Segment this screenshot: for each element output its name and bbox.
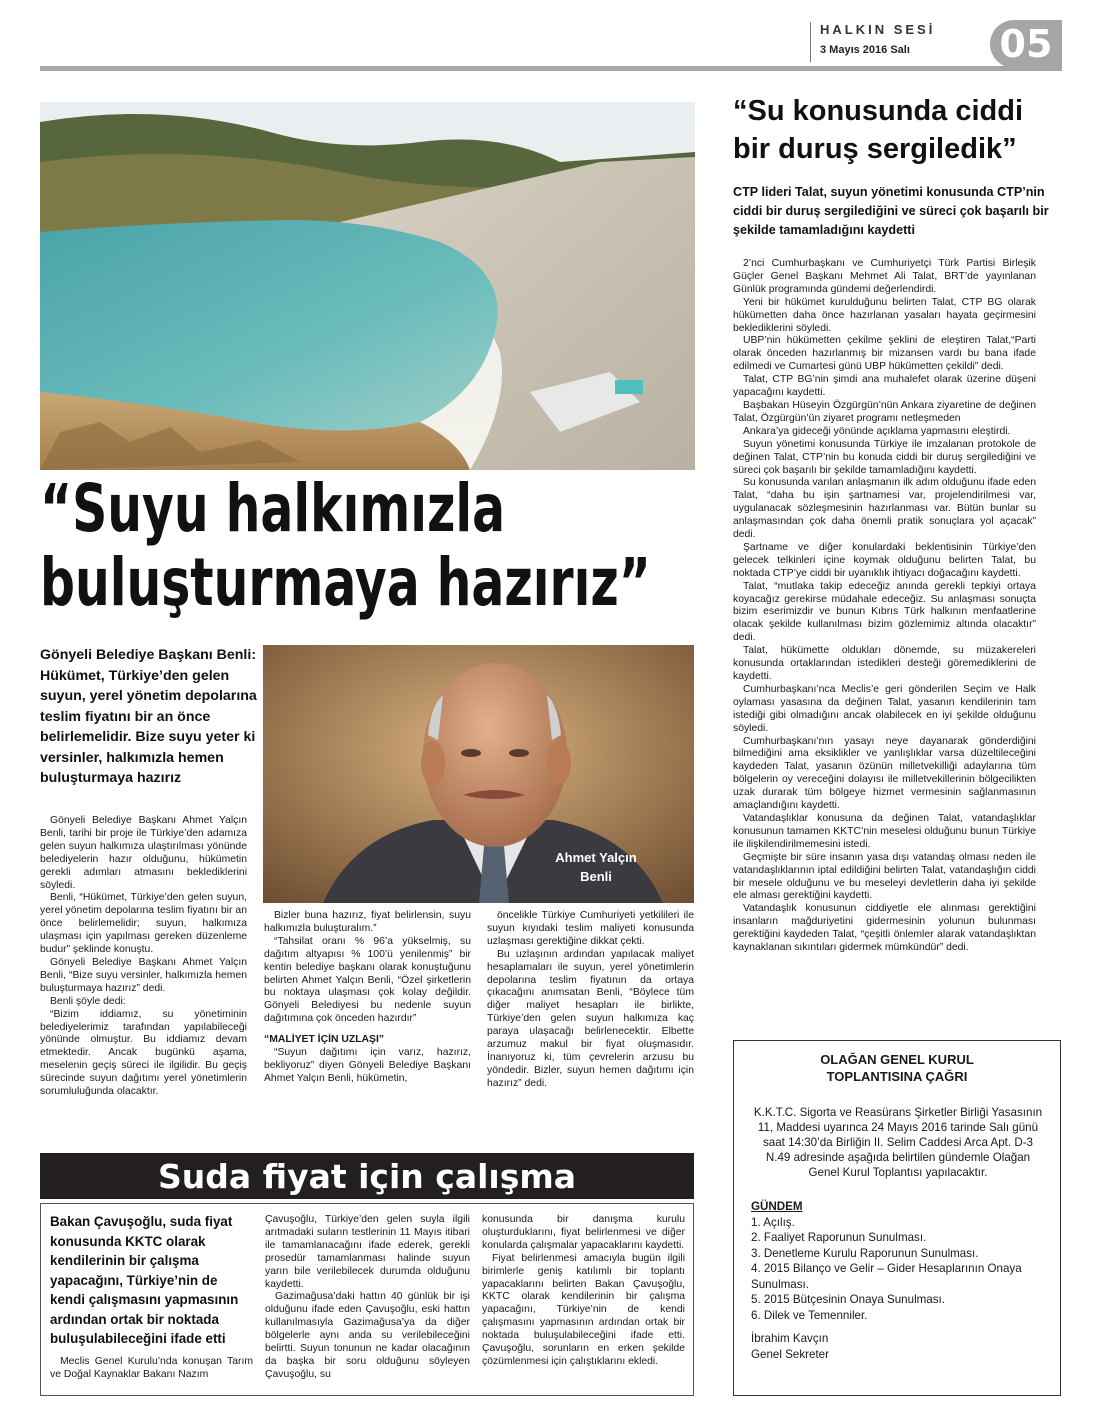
- article-subheading: “MALİYET İÇİN UZLAŞI”: [264, 1034, 385, 1046]
- notice-title-line2: TOPLANTISINA ÇAĞRI: [826, 1069, 968, 1084]
- agenda-item: 5. 2015 Bütçesinin Onaya Sunulması.: [751, 1293, 945, 1306]
- main-article-column-2: [264, 910, 471, 1086]
- signer-title: Genel Sekreter: [751, 1347, 829, 1361]
- portrait-caption-line1: Ahmet Yalçın: [555, 850, 637, 865]
- main-deck: Gönyeli Belediye Başkanı Benli: Hükümet, Türkiye’den gelen suyun, yerel yönetim depolarına teslim fiyatını bir an önce belirlemelidir. Bize suyu yeter ki versinler, halkımızla hemen buluşturmaya hazırız: [40, 647, 257, 786]
- paragraph: Gönyeli Belediye Başkanı Ahmet Yalçın Benli, “Bize suyu versinler, halkımızla hemen buluşturmaya hazırız” dedi.: [40, 956, 247, 994]
- main-article-column-3: [487, 910, 694, 1091]
- main-headline-line1: “Suyu halkımızla: [40, 470, 506, 547]
- notice-text: K.K.T.C. Sigorta ve Reasürans Şirketler Birliği Yasasının 11, Maddesi uyarınca 24 Mayıs 2016 tarinde Salı günü saat 14:30’da Birliğin II. Selim Caddesi Arca Apt. D-3 N.49 adresinde aşağıda belirtilen gündemle Olağan Genel Kurul Toplantısı yapılacaktır.: [753, 1106, 1043, 1179]
- notice-agenda: [751, 1199, 1051, 1323]
- dam-reservoir-photo: [40, 102, 695, 470]
- bottom-deck: Bakan Çavuşoğlu, suda fiyat konusunda KKTC olarak kendilerinin bir çalışma yapacağını, Türkiye’nin de kendi çalışmasını yapmasının ardından ortak bir noktada buluşulabileceğini ifade etti: [50, 1214, 239, 1346]
- paragraph: Vatandaşlıklar konusuna da değinen Talat, vatandaşlıklar konusunun tamamen KKTC’nin meselesi olduğunu bunun Türkiye ile ilişkilendirilmemesini istedi.: [733, 812, 1036, 850]
- notice-signature: [751, 1331, 829, 1362]
- paragraph: Talat, CTP BG’nin şimdi ana muhalefet olarak üzerine düşeni yapacağını kaydetti.: [733, 374, 1036, 399]
- agenda-item: 2. Faaliyet Raporunun Sunulması.: [751, 1231, 927, 1244]
- agenda-heading: GÜNDEM: [751, 1200, 803, 1213]
- dam-illustration: [40, 102, 695, 470]
- paragraph: UBP’nin hükümetten çekilme şeklini de eleştiren Talat,“Parti olarak önceden hazırlanmış bir mizansen vardı bu bana ifade edilmedi ve Cumartesi günü UBP hükümetten çekildi” dedi.: [733, 335, 1036, 373]
- paragraph: Bu uzlaşının ardından yapılacak maliyet hesaplamaları ile suyun, yerel yönetimlerin depolarına teslim fiyatının da ortaya çıkacağını anımsatan Benli, “Böylece tüm diğer maliyet hesapları ile birlikte, Türkiye’den gelen suyun halkımıza kaç paraya ulaşacağı belirlenecektir. Elbette arzumuz makul bir fiyat oluşmasıdır. İnanıyoruz ki, tüm çevrelerin arzusu bu yöndedir. Bizler, suyun hemen dağıtımı için hazırız” dedi.: [487, 948, 694, 1089]
- agenda-item: 4. 2015 Bilanço ve Gelir – Gider Hesaplarının Onaya Sunulması.: [751, 1262, 1022, 1291]
- meeting-notice-box: [733, 1040, 1061, 1396]
- right-headline: “Su konusunda ciddi bir duruş sergiledik”: [733, 95, 1024, 165]
- main-article-column-1: [40, 815, 247, 1099]
- newspaper-name: HALKIN SESİ: [820, 22, 936, 37]
- paragraph: Cumhurbaşkanı’nca Meclis’e geri gönderilen Seçim ve Halk oylaması yasasına da değinen Talat, yasanın kendilerinin tam istediği gibi olmadığını ancak olabilecek en iyi şekilde olduğunu söyledi.: [733, 683, 1036, 734]
- right-article-body: [733, 258, 1036, 955]
- paragraph: Benli, “Hükümet, Türkiye’den gelen suyun, yerel yönetim depolarına teslim fiyatını bir an önce belirlemelidir; suyun, halkımıza ulaşması için yapılması gereken düzenleme budur” şeklinde konuştu.: [40, 892, 247, 956]
- paragraph: Gönyeli Belediye Başkanı Ahmet Yalçın Benli, tarihi bir proje ile Türkiye’den adamıza gelen suyun halkımıza ulaştırılması yönünde belediyelerin hazır olduğunu, hükümetin gerekli adımları atmasını beklediklerini söyledi.: [40, 815, 247, 891]
- paragraph: Su konusunda varılan anlaşmanın ilk adım olduğunu ifade eden Talat, “daha bu işin şartnamesi var, projelendirilmesi var, uygulanacak sözleşmesinin hazırlanması var. Bütün bunlar su anlaşmasından çok daha önemli pratik sonuçlara yol açacak” dedi.: [733, 477, 1036, 541]
- paragraph: Gazimağusa’daki hattın 40 günlük bir işi olduğunu ifade eden Çavuşoğlu, eski hattın kullanılmasıyla Gazimağusa’ya da diğer bölgelerle aynı anda su verilebileceğini belirtti. Suyun tonunun ne kadar olacağının da başka bir soru olduğunu söyleyen Çavuşoğlu, su: [265, 1291, 470, 1380]
- notice-title: [734, 1051, 1060, 1085]
- signer-name: İbrahim Kavçın: [751, 1332, 829, 1345]
- paragraph: Benli şöyle dedi:: [50, 995, 126, 1007]
- paragraph: Talat, hükümette oldukları dönemde, su müzakereleri konusunda ortaklarından istedikleri desteği göremediklerini de kaydetti.: [733, 645, 1036, 682]
- notice-title-line1: OLAĞAN GENEL KURUL: [820, 1052, 974, 1067]
- paragraph: Talat, “mutlaka takip edeceğiz anında gerekli tepkiyi ortaya koyacağız gerekirse müdahale edeceğiz. Su anlaşması sonuçta bizim eserimizdir ve bunun Kıbrıs Türk halkının menfaatlerine olacak şekilde kullanılması bizim gözlemimiz altında olacaktır” dedi.: [733, 580, 1036, 644]
- paragraph: Geçmişte bir süre insanın yasa dışı vatandaş olması neden ile vatandaşlıklarının iptal edildiğini belirten Talat, vatandaşlığın ciddi bir mesele olduğunu ve bu meseleyi devletlerin daha iyi şekilde ele alması gerektiğini kaydetti.: [733, 851, 1036, 902]
- paragraph: öncelikle Türkiye Cumhuriyeti yetkilileri ile suyun kıyıdaki teslim maliyeti konusunda uzlaşması gerektiğine dikkat çekti.: [487, 910, 694, 947]
- paragraph: 2’nci Cumhurbaşkanı ve Cumhuriyetçi Türk Partisi Birleşik Güçler Genel Başkanı Mehmet Ali Talat, BRT’de yayınlanan Günlük programında gündemi değerlendirdi.: [733, 258, 1036, 295]
- issue-date: 3 Mayıs 2016 Salı: [820, 44, 910, 56]
- paragraph: konusunda bir danışma kurulu oluşturduklarını, fiyat belirlenmesi ve diğer konularda çalışmalar yapacaklarını kaydetti.: [482, 1214, 685, 1251]
- bottom-article-column-1: [50, 1356, 253, 1382]
- main-headline-line2: buluşturmaya hazırız”: [40, 544, 651, 621]
- paragraph: Bizler buna hazırız, fiyat belirlensin, suyu halkımızla buluşturalım.”: [264, 910, 471, 934]
- paragraph: Meclis Genel Kurulu’nda konuşan Tarım ve Doğal Kaynaklar Bakanı Nazım: [50, 1356, 253, 1380]
- agenda-item: 6. Dilek ve Temenniler.: [751, 1308, 868, 1322]
- page-number: 05: [999, 22, 1053, 66]
- portrait-caption-line2: Benli: [580, 869, 612, 884]
- paragraph: Şartname ve diğer konulardaki beklentisinin Türkiye’den gelecek telkinleri içine koymak olduğunu belirten Talat, bu noktada CTP’ye ciddi bir uyanıklık ihtiyacı doğacağını kaydetti.: [733, 541, 1036, 579]
- bottom-article-column-3: [482, 1214, 685, 1369]
- paragraph: Cumhurbaşkanı’nın yasayı neye dayanarak gönderdiğini bilmediğini ama eksiklikler ve yanlışlıklar varsa düzeltileceğini kaydeden Talat, yasanın özünün milletvekilliği adaylarına tüm bölgelerin oy vereceğini dolayısı ile milletvekillerinin bölgecilikten uzak durarak tüm bölgeye hizmet vermesinin sağlanmasının amaçlandığını kaydetti.: [733, 735, 1036, 812]
- paragraph: Çavuşoğlu, Türkiye’den gelen suyla ilgili arıtmadaki suların testlerinin 11 Mayıs itibari ile tamamlanacağını ifade ederek, gerekli prosedür tamamlanması halinde suyun yarın bile verilebilecek durumda olduğunu kaydetti.: [265, 1214, 470, 1290]
- paragraph: Ankara’ya gideceği yönünde açıklama yapmasını eleştirdi.: [743, 425, 1011, 437]
- paragraph: “Suyun dağıtımı için varız, hazırız, bekliyoruz” diyen Gönyeli Belediye Başkanı Ahmet Yalçın Benli, hükümetin,: [264, 1047, 471, 1084]
- paragraph: “Tahsilat oranı % 96’a yükselmiş, su dağıtım altyapısı % 100’ü yenilenmiş” bir kentin belediye başkanı olarak konuştuğunu belirten Ahmet Yalçın Benli, “Özel şirketlerin bu noktaya ulaşması çok kolay değildir. Gönyeli Belediyesi bu nedenle suyun dağıtımına çok önceden hazırdır”: [264, 935, 471, 1025]
- header-rule: [40, 66, 1062, 71]
- paragraph: Fiyat belirlenmesi amacıyla bugün ilgili birimlerle geniş katılımlı bir toplantı yapacaklarını belirten Bakan Çavuşoğlu, KKTC olarak kendilerinin bir çalışma yapacağını, Türkiye’nin de kendi çalışmasını yapmasının ardından ortak bir noktada buluşulabileceğini ifade etti. Çavuşoğlu, sorunların en erken şekilde çözümlenmesi için çalıştıklarını ekledi.: [482, 1252, 685, 1367]
- masthead-divider: [810, 22, 811, 62]
- portrait-caption: [540, 848, 652, 886]
- page-number-tab: [990, 20, 1062, 68]
- bottom-article-column-2: [265, 1214, 470, 1382]
- main-headline: [40, 470, 651, 621]
- bottom-headline: Suda fiyat için çalışma: [157, 1156, 577, 1196]
- right-deck: CTP lideri Talat, suyun yönetimi konusunda CTP’nin ciddi bir duruş sergilediğini ve süreci çok başarılı bir şekilde tamamladığını kaydetti: [733, 185, 1049, 237]
- paragraph: Suyun yönetimi konusunda Türkiye ile imzalanan protokole de değinen Talat, CTP’nin bu konuda ciddi bir duruş sergilediğini ve süreci çok başarılı bir şekilde tamamladığını kaydetti.: [733, 438, 1036, 476]
- bottom-article-banner: [40, 1153, 694, 1199]
- paragraph: Yeni bir hükümet kurulduğunu belirten Talat, CTP BG olarak hükümetten daha önce hazırlanan yasaları hayata geçirmesini beklediklerini söyledi.: [733, 296, 1036, 334]
- paragraph: Vatandaşlık konusunun ciddiyetle ele alınması gerektiğini insanların mağduriyetini gidermesinin yolunun bulunması gerektiğini kaydeden Talat, “çeşitli önlemler alarak vatandaşlıktan kaynaklanan sıkıntıları gidermek mümkündür” dedi.: [733, 903, 1036, 954]
- agenda-item: 1. Açılış.: [751, 1215, 795, 1229]
- agenda-item: 3. Denetleme Kurulu Raporunun Sunulması.: [751, 1246, 979, 1260]
- paragraph: Başbakan Hüseyin Özgürgün’nün Ankara ziyaretine de değinen Talat, Özgürgün’ün ziyaret programı netleşmeden: [733, 399, 1036, 424]
- paragraph: “Bizim iddiamız, su yönetiminin belediyelerimiz tarafından yapılabileceği yönünde olmuştur. Bu iddiamız devam etmektedir. Ancak bugünkü aşama, meselenin geçiş süreci ile ilgilidir. Bu geçiş sürecinde suyun dağıtımı yerel yönetimlerin sorumluluğunda olacaktır.: [40, 1008, 247, 1098]
